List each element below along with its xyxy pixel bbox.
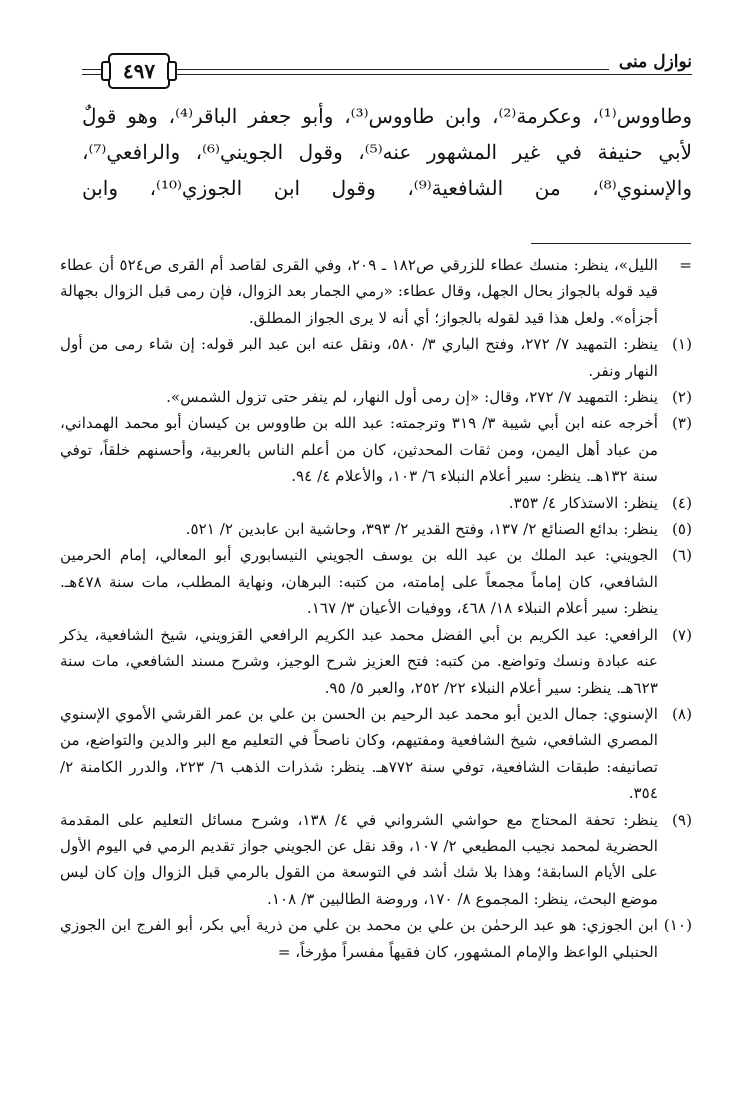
- footnote-2: [60, 384, 692, 410]
- footnote-marker: (٧): [671, 625, 692, 644]
- footnote-marker: (١٠): [663, 916, 692, 935]
- chapter-title: نوازل منى: [609, 52, 692, 72]
- footnote-6: [60, 542, 692, 621]
- footnote-text: ينظر: بدائع الصنائع ٢/ ١٣٧، وفتح القدير ٢/ ٣٩٣، وحاشية ابن عابدين ٢/ ٥٢١.: [185, 520, 658, 539]
- footnote-marker: (٨): [671, 704, 692, 723]
- footnote-text: الليل»، ينظر: منسك عطاء للزرقي ص١٨٢ ـ ٢٠٩، وفي القرى لقاصد أم القرى ص٥٢٤ أن عطاء قيد قوله بالجواز بحال الجهل، وقال عطاء: «رمي الجمار بعد الزوال، فإن رمى قبل الزوال بجهالة أجزأه». ولعل هذا قيد لقوله بالجواز؛ أي أنه لا يرى الجواز المطلق.: [60, 256, 658, 327]
- footnote-7: [60, 622, 692, 701]
- footnote-3: [60, 410, 692, 489]
- page-number: ٤٩٧: [108, 53, 170, 89]
- main-text-line: وطاووس⁽¹⁾، وعكرمة⁽²⁾، وابن طاووس⁽³⁾، وأبو جعفر الباقر⁽⁴⁾، وهو قولٌ: [82, 104, 692, 128]
- footnote-4: [60, 490, 692, 516]
- footnotes: [60, 252, 692, 965]
- footnote-text: ينظر: التمهيد ٧/ ٢٧٢، وقال: «إن رمى أول النهار، لم ينفر حتى تزول الشمس».: [166, 388, 658, 407]
- footnote-marker: (٢): [671, 388, 692, 407]
- footnote-10: [60, 912, 692, 965]
- footnote-marker: =: [679, 256, 692, 274]
- footnote-text: الجويني: عبد الملك بن عبد الله بن يوسف الجويني النيسابوري أبو المعالي، إمام الحرمين الشافعي، كان إماماً مجمعاً على إمامته، من كتبه: البرهان، ونهاية المطلب، مات سنة ٤٧٨هـ. ينظر: سير أعلام النبلاء ١٨/ ٤٦٨، ووفيات الأعيان ٣/ ١٦٧.: [60, 546, 658, 618]
- footnote-marker: (٩): [671, 810, 692, 829]
- footnote-continued: [60, 252, 692, 331]
- footnote-1: [60, 331, 692, 384]
- footnote-text: الإسنوي: جمال الدين أبو محمد عبد الرحيم بن الحسن بن علي بن عمر القرشي الأموي الإسنوي المصري الشافعي، شيخ الشافعية ومفتيهم، وكان ناصحاً في التعليم مع البر والدين والتواضع، من تصانيفه: طبقات الشافعية، توفي سنة ٧٧٢هـ. ينظر: شذرات الذهب ٦/ ٢٢٣، والدرر الكامنة ٢/ ٣٥٤.: [60, 704, 659, 803]
- footnote-marker: (١): [671, 335, 692, 354]
- footnote-8: [60, 701, 692, 807]
- footnote-9: [60, 807, 692, 913]
- footnote-text: ينظر: التمهيد ٧/ ٢٧٢، وفتح الباري ٣/ ٥٨٠، ونقل عنه ابن عبد البر قوله: إن شاء رمى من أول النهار ونفر.: [60, 335, 658, 380]
- main-text-line: لأبي حنيفة في غير المشهور عنه⁽⁵⁾، وقول الجويني⁽⁶⁾، والرافعي⁽⁷⁾،: [82, 140, 692, 164]
- footnote-marker: (٣): [671, 414, 692, 433]
- footnote-text: الرافعي: عبد الكريم بن أبي الفضل محمد عبد الكريم الرافعي القزويني، شيخ الشافعية، يذكر عنه عبادة ونسك وتواضع. من كتبه: فتح العزيز شرح الوجيز، وشرح مسند الشافعي، مات سنة ٦٢٣هـ. ينظر: سير أعلام النبلاء ٢٢/ ٢٥٢، والعبر ٥/ ٩٥.: [60, 625, 658, 697]
- footnote-marker: (٤): [671, 493, 692, 512]
- footnote-text: ينظر: الاستذكار ٤/ ٣٥٣.: [508, 493, 658, 512]
- footnote-text: ابن الجوزي: هو عبد الرحمٰن بن علي بن محمد بن علي من ذرية أبي بكر، أبو الفرج ابن الجوزي الحنبلي الواعظ والإمام المشهور، كان فقيهاً مفسراً مؤرخاً، =: [60, 916, 658, 961]
- running-header: [82, 50, 692, 92]
- main-text-line: والإسنوي⁽⁸⁾، من الشافعية⁽⁹⁾، وقول ابن الجوزي⁽¹⁰⁾، وابن: [82, 176, 692, 200]
- footnote-separator: [531, 243, 691, 244]
- footnote-marker: (٥): [671, 520, 692, 539]
- main-text: [82, 98, 692, 206]
- footnote-marker: (٦): [671, 546, 692, 565]
- footnote-5: [60, 516, 692, 542]
- footnote-text: ينظر: تحفة المحتاج مع حواشي الشرواني في ٤/ ١٣٨، وشرح مسائل التعليم على المقدمة الحضرية لمحمد نجيب المطيعي ٢/ ١٠٧، وقد نقل عن الجويني جواز تقديم الرمي في اليوم الأول على الأيام السابقة؛ وهذا بلا شك أشد في التوسعة من القول بالرمي قبل الزوال وإن كان ليس موضع البحث، ينظر: المجموع ٨/ ١٧٠، وروضة الطالبين ٣/ ١٠٨.: [60, 810, 659, 908]
- footnote-text: أخرجه عنه ابن أبي شيبة ٣/ ٣١٩ وترجمته: عبد الله بن طاووس بن كيسان أبو محمد الهمداني، من عباد أهل اليمن، ومن ثقات المحدثين، كان من أعلم الناس بالعربية، وأحسنهم خلقاً، توفي سنة ١٣٢هـ. ينظر: سير أعلام النبلاء ٦/ ١٠٣، والأعلام ٤/ ٩٤.: [60, 414, 658, 486]
